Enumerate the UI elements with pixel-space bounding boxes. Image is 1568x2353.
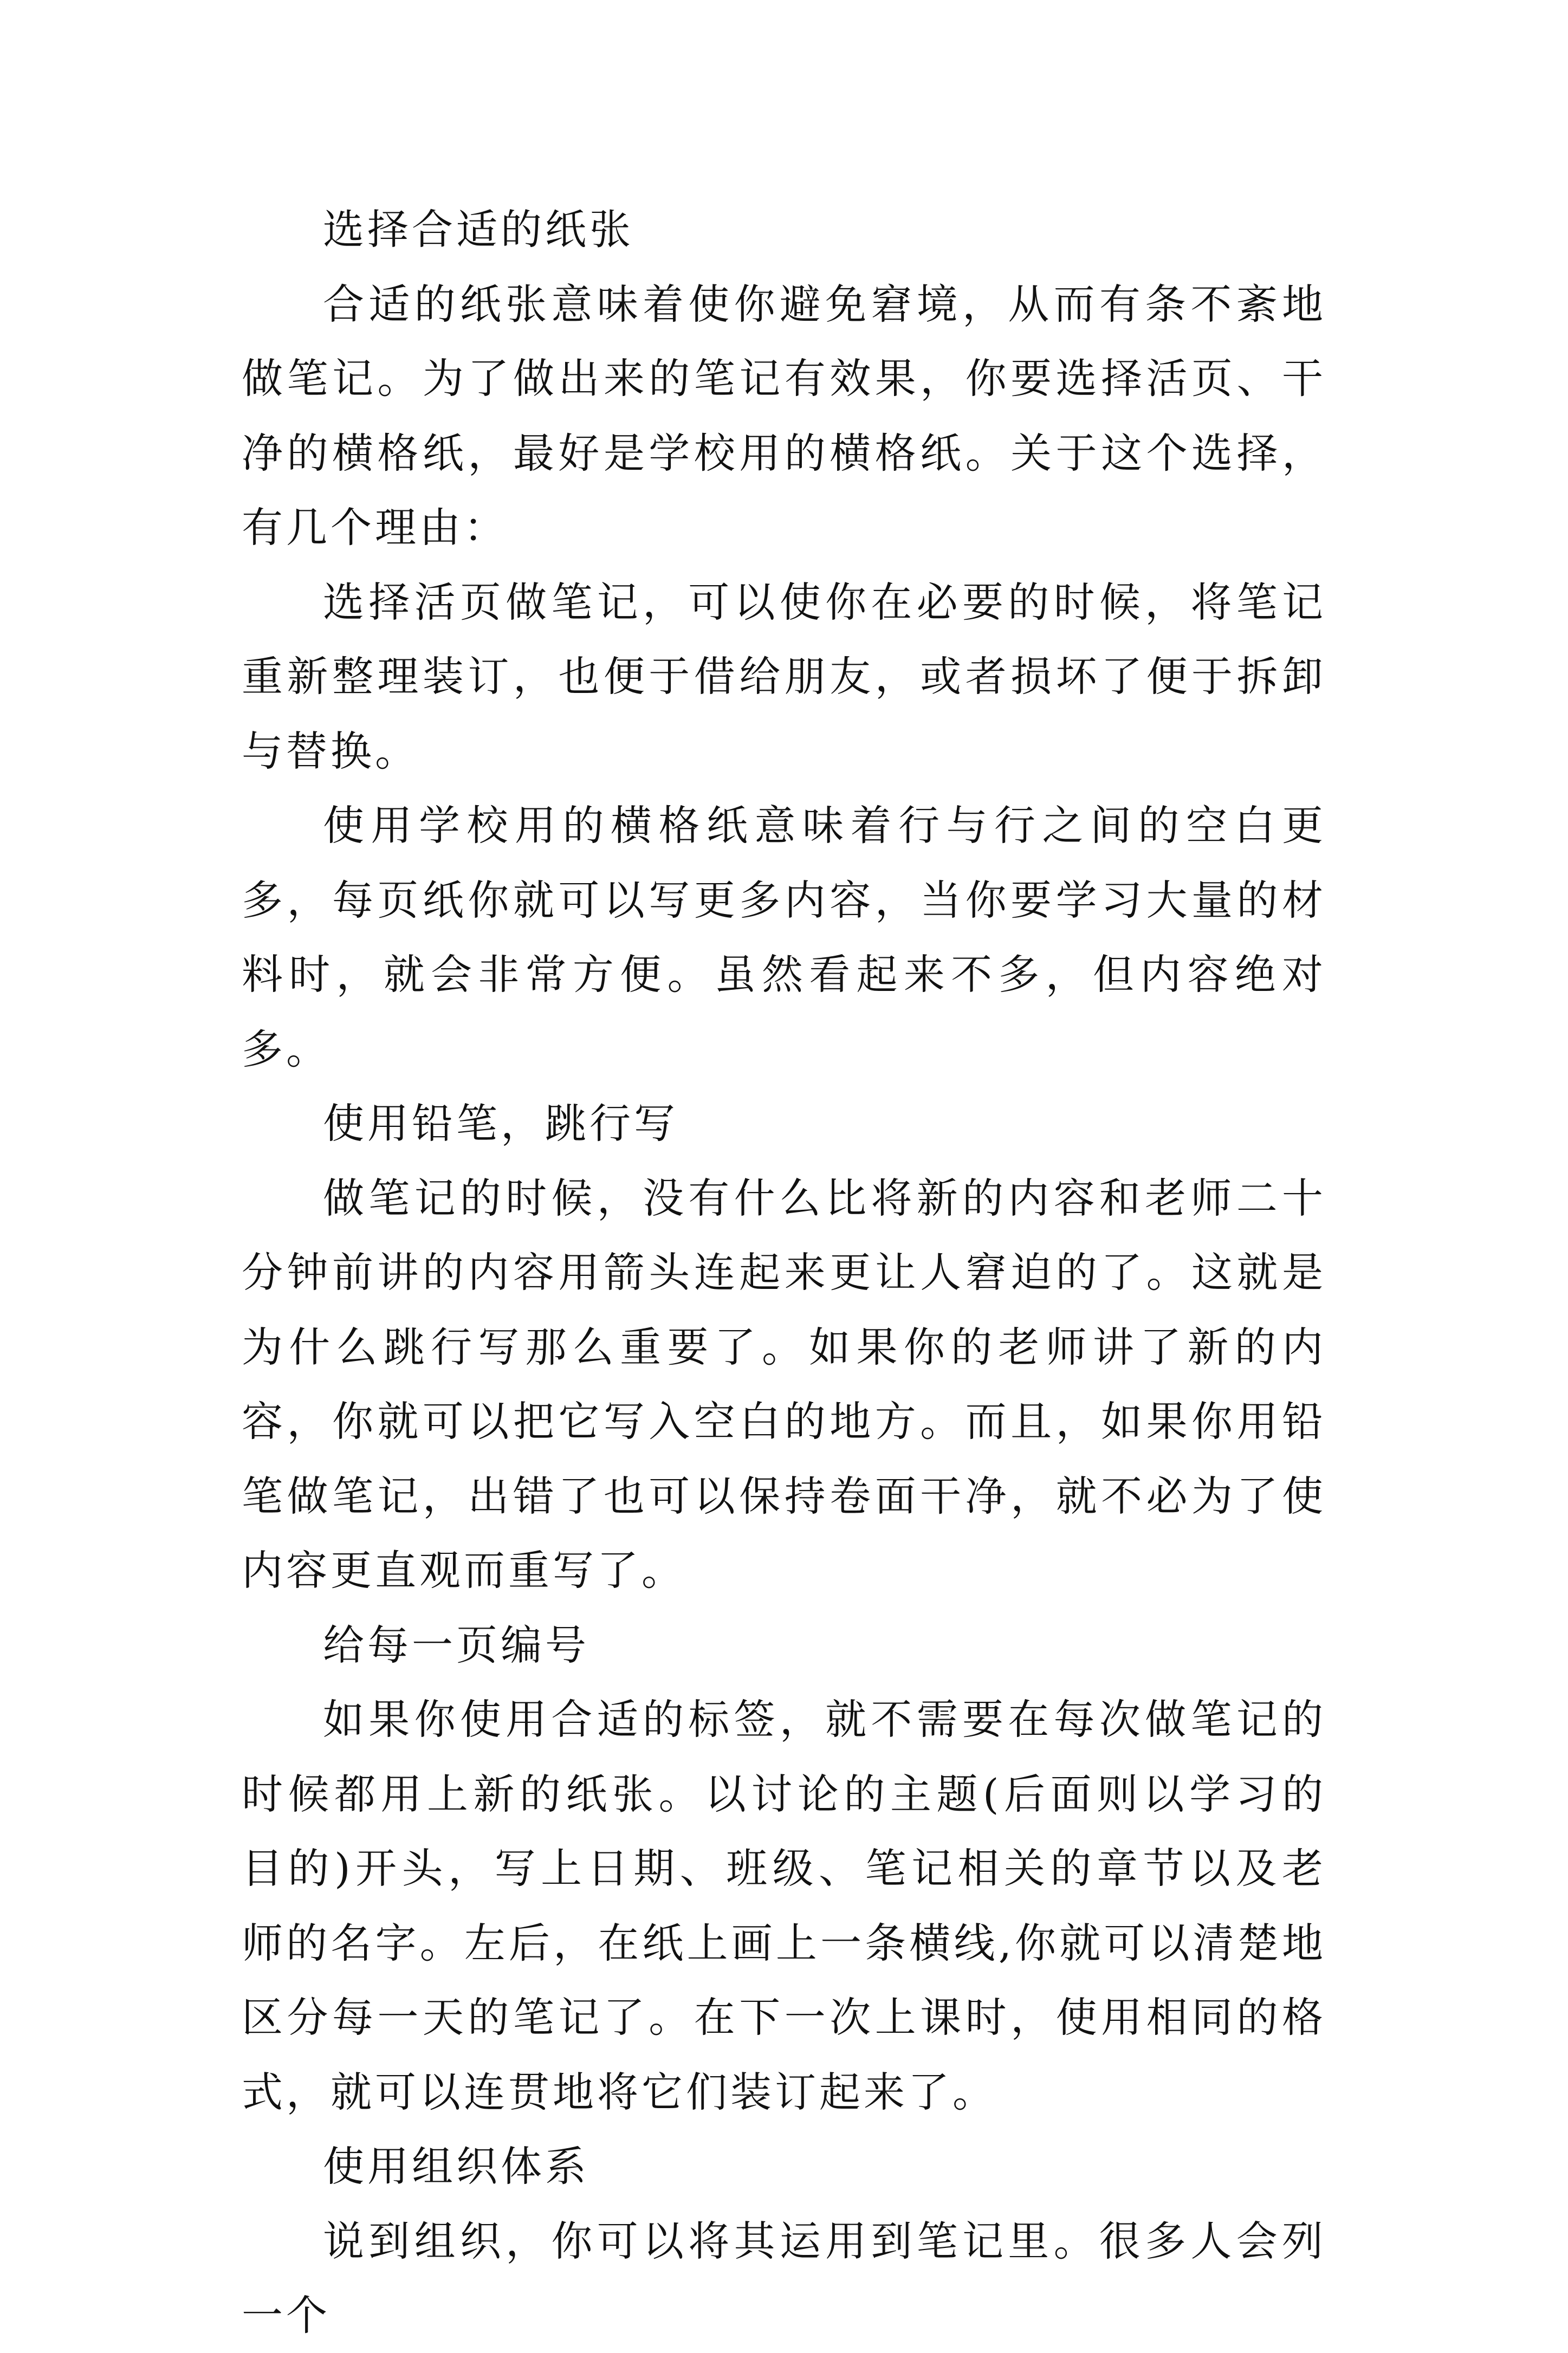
body-paragraph: 做笔记的时候，没有什么比将新的内容和老师二十分钟前讲的内容用箭头连起来更让人窘迫的了。这就是为什么跳行写那么重要了。如果你的老师讲了新的内容，你就可以把它写入空白的地方。而且，如果你用铅笔做笔记，出错了也可以保持卷面干净，就不必为了使内容更直观而重写了。	[242, 1174, 1326, 1594]
document-body	[242, 192, 1326, 2353]
section-heading-paper: 选择合适的纸张	[323, 205, 634, 254]
section-heading-organization: 使用组织体系	[323, 2142, 589, 2190]
body-paragraph: 选择活页做笔记，可以使你在必要的时候，将笔记重新整理装订，也便于借给朋友，或者损坏了便于拆卸与替换。	[242, 578, 1326, 775]
body-paragraph: 合适的纸张意味着使你避免窘境，从而有条不紊地做笔记。为了做出来的笔记有效果，你要选择活页、干净的横格纸，最好是学校用的横格纸。关于这个选择，有几个理由：	[242, 280, 1326, 552]
body-paragraph: 如果你使用合适的标签，就不需要在每次做笔记的时候都用上新的纸张。以讨论的主题(后面则以学习的目的)开头，写上日期、班级、笔记相关的章节以及老师的名字。左后，在纸上画上一条横线,你就可以清楚地区分每一天的笔记了。在下一次上课时，使用相同的格式，就可以连贯地将它们装订起来了。	[242, 1695, 1326, 2116]
section-heading-pencil: 使用铅笔，跳行写	[323, 1099, 678, 1148]
body-paragraph: 说到组织，你可以将其运用到笔记里。很多人会列一个	[242, 2216, 1326, 2339]
body-paragraph: 使用学校用的横格纸意味着行与行之间的空白更多，每页纸你就可以写更多内容，当你要学习大量的材料时，就会非常方便。虽然看起来不多，但内容绝对多。	[242, 801, 1326, 1073]
section-heading-page-number: 给每一页编号	[323, 1620, 589, 1669]
